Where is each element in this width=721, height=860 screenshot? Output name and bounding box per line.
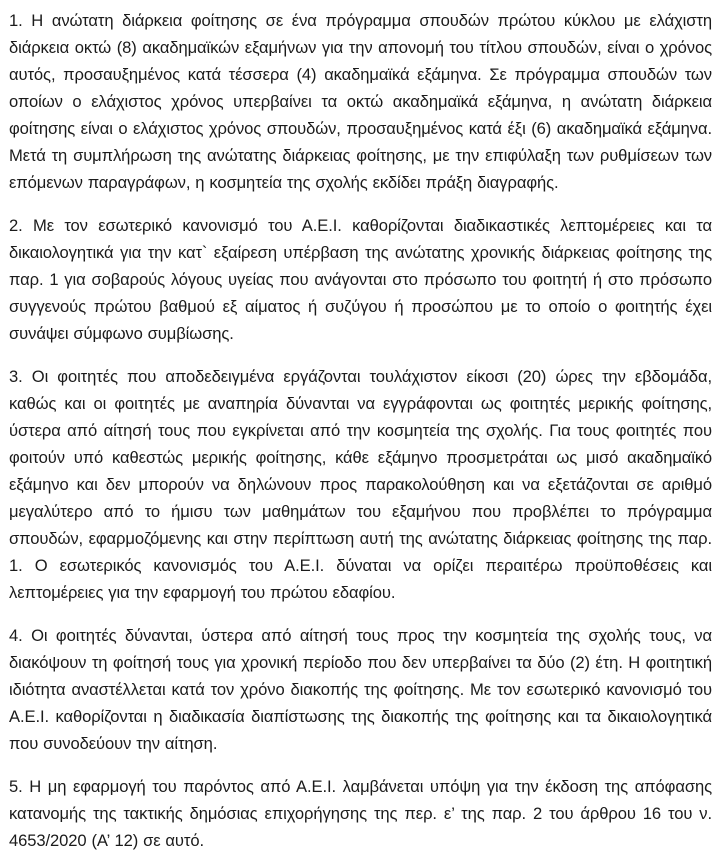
paragraph-3: 3. Οι φοιτητές που αποδεδειγμένα εργάζονται τουλάχιστον είκοσι (20) ώρες την εβδομάδα, καθώς και οι φοιτητές με αναπηρία δύνανται να εγγράφονται ως φοιτητές μερικής φοίτησης, ύστερα από αίτησή τους που εγκρίνεται από την κοσμητεία της σχολής. Για τους φοιτητές που φοιτούν υπό καθεστώς μερικής φοίτησης, κάθε εξάμηνο προσμετράται ως μισό ακαδημαϊκό εξάμηνο και δεν μπορούν να δηλώνουν προς παρακολούθηση και να εξετάζονται σε αριθμό μεγαλύτερο από το ήμισυ των μαθημάτων του εξαμήνου που προβλέπει το πρόγραμμα σπουδών, εφαρμοζόμενης και στην περίπτωση αυτή της ανώτατης διάρκειας φοίτησης της παρ. 1. Ο εσωτερικός κανονισμός του Α.Ε.Ι. δύναται να ορίζει περαιτέρω προϋποθέσεις και λεπτομέρειες για την εφαρμογή του πρώτου εδαφίου. (9, 367, 712, 602)
paragraph-4: 4. Οι φοιτητές δύνανται, ύστερα από αίτησή τους προς την κοσμητεία της σχολής τους, να διακόψουν τη φοίτησή τους για χρονική περίοδο που δεν υπερβαίνει τα δύο (2) έτη. Η φοιτητική ιδιότητα αναστέλλεται κατά τον χρόνο διακοπής της φοίτησης. Με τον εσωτερικό κανονισμό του Α.Ε.Ι. καθορίζονται η διαδικασία διαπίστωσης της διακοπής της φοίτησης και τα δικαιολογητικά που συνοδεύουν την αίτηση. (9, 626, 712, 753)
paragraph-1: 1. Η ανώτατη διάρκεια φοίτησης σε ένα πρόγραμμα σπουδών πρώτου κύκλου με ελάχιστη διάρκεια οκτώ (8) ακαδημαϊκών εξαμήνων για την απονομή του τίτλου σπουδών, είναι ο χρόνος αυτός, προσαυξημένος κατά τέσσερα (4) ακαδημαϊκά εξάμηνα. Σε πρόγραμμα σπουδών των οποίων ο ελάχιστος χρόνος υπερβαίνει τα οκτώ ακαδημαϊκά εξάμηνα, η ανώτατη διάρκεια φοίτησης είναι ο ελάχιστος χρόνος σπουδών, προσαυξημένος κατά έξι (6) ακαδημαϊκά εξάμηνα. Μετά τη συμπλήρωση της ανώτατης διάρκειας φοίτησης, με την επιφύλαξη των ρυθμίσεων των επόμενων παραγράφων, η κοσμητεία της σχολής εκδίδει πράξη διαγραφής. (9, 11, 712, 192)
paragraph-2: 2. Με τον εσωτερικό κανονισμό του Α.Ε.Ι. καθορίζονται διαδικαστικές λεπτομέρειες και τα δικαιολογητικά για την κατ` εξαίρεση υπέρβαση της ανώτατης χρονικής διάρκειας φοίτησης της παρ. 1 για σοβαρούς λόγους υγείας που ανάγονται στο πρόσωπο του φοιτητή ή στο πρόσωπο συγγενούς πρώτου βαθμού εξ αίματος ή συζύγου ή προσώπου με το οποίο ο φοιτητής έχει συνάψει σύμφωνο συμβίωσης. (9, 216, 712, 343)
paragraph-5: 5. Η μη εφαρμογή του παρόντος από Α.Ε.Ι. λαμβάνεται υπόψη για την έκδοση της απόφασης κατανομής της τακτικής δημόσιας επιχορήγησης της περ. ε’ της παρ. 2 του άρθρου 16 του ν. 4653/2020 (Α’ 12) σε αυτό. (9, 777, 712, 850)
